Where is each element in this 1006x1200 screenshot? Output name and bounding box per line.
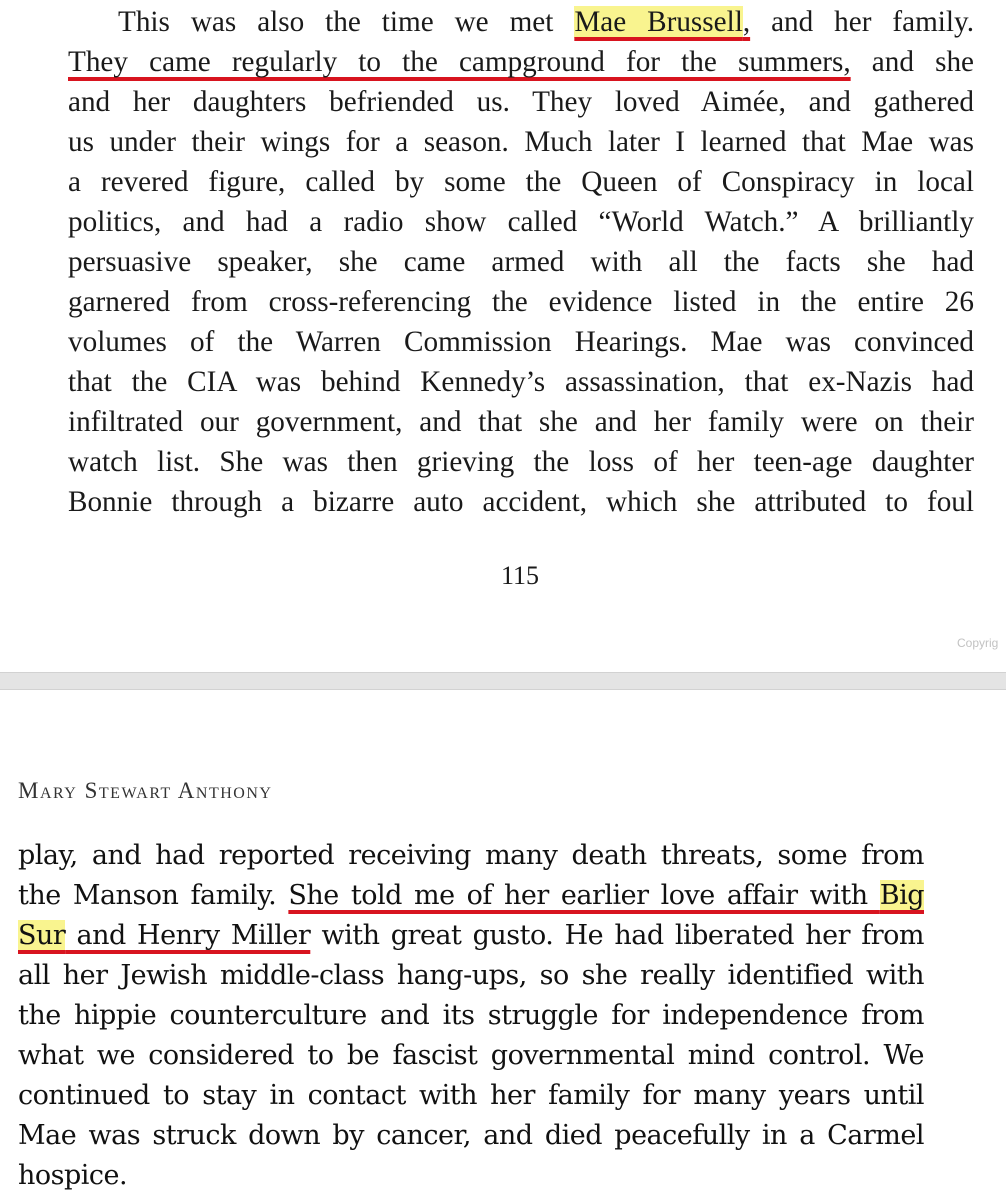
text-line: play, and had reported receiving many death threats, some from: [18, 840, 924, 871]
text-line: us under their wings for a season. Much later I learned that Mae was: [68, 126, 974, 158]
highlighted-sur: Sur: [18, 920, 66, 951]
text-line: Mae was struck down by cancer, and died peacefully in a Carmel: [18, 1120, 924, 1151]
paragraph-continuation: [18, 836, 924, 1196]
text-line: a revered figure, called by some the Queen of Conspiracy in local: [68, 166, 974, 198]
underlined-henry-miller: and Henry Miller: [65, 920, 311, 951]
text-line: This was also the time we met Mae Brussell, and her family.: [118, 6, 974, 38]
highlighted-name-mae-brussell: Mae Brussell: [574, 6, 743, 38]
text-line: Sur and Henry Miller with great gusto. He had liberated her from: [18, 920, 925, 951]
text-line: politics, and had a radio show called “World Watch.” A brilliantly: [68, 206, 974, 238]
text-line: hospice.: [18, 1160, 128, 1191]
text-line: They came regularly to the campground for the summers, and she: [68, 46, 974, 78]
underlined-campground-sentence: They came regularly to the campground for the summers,: [68, 46, 851, 78]
text-line: and her daughters befriended us. They loved Aimée, and gathered: [68, 86, 974, 118]
text-line: continued to stay in contact with her family for many years until: [18, 1080, 924, 1111]
highlighted-big: Big: [879, 880, 924, 911]
text-line: the hippie counterculture and its struggle for independence from: [18, 1000, 924, 1031]
underlined-love-affair-sentence: She told me of her earlier love affair with: [288, 880, 880, 911]
page-divider: [0, 672, 1006, 690]
text-line: Bonnie through a bizarre auto accident, which she attributed to foul: [68, 486, 974, 518]
copyright-notice: Copyrig: [957, 636, 999, 650]
text-line: all her Jewish middle-class hang-ups, so she really identified with: [18, 960, 924, 991]
text-line: volumes of the Warren Commission Hearings. Mae was convinced: [68, 326, 974, 358]
text-line: watch list. She was then grieving the loss of her teen-age daughter: [68, 446, 974, 478]
page-number: 115: [500, 561, 540, 590]
text-line: infiltrated our government, and that she and her family were on their: [68, 406, 974, 438]
text-line: persuasive speaker, she came armed with all the facts she had: [68, 246, 974, 278]
text-line: the Manson family. She told me of her earlier love affair with Big: [18, 880, 924, 911]
running-head-author: Mary Stewart Anthony: [18, 778, 273, 803]
text-line: that the CIA was behind Kennedy’s assassination, that ex-Nazis had: [68, 366, 974, 398]
paragraph-mae-brussell: [68, 2, 974, 522]
book-page-116: [0, 690, 1006, 1200]
text-line: what we considered to be fascist governmental mind control. We: [18, 1040, 924, 1071]
text-line: garnered from cross-referencing the evidence listed in the entire 26: [68, 286, 974, 318]
